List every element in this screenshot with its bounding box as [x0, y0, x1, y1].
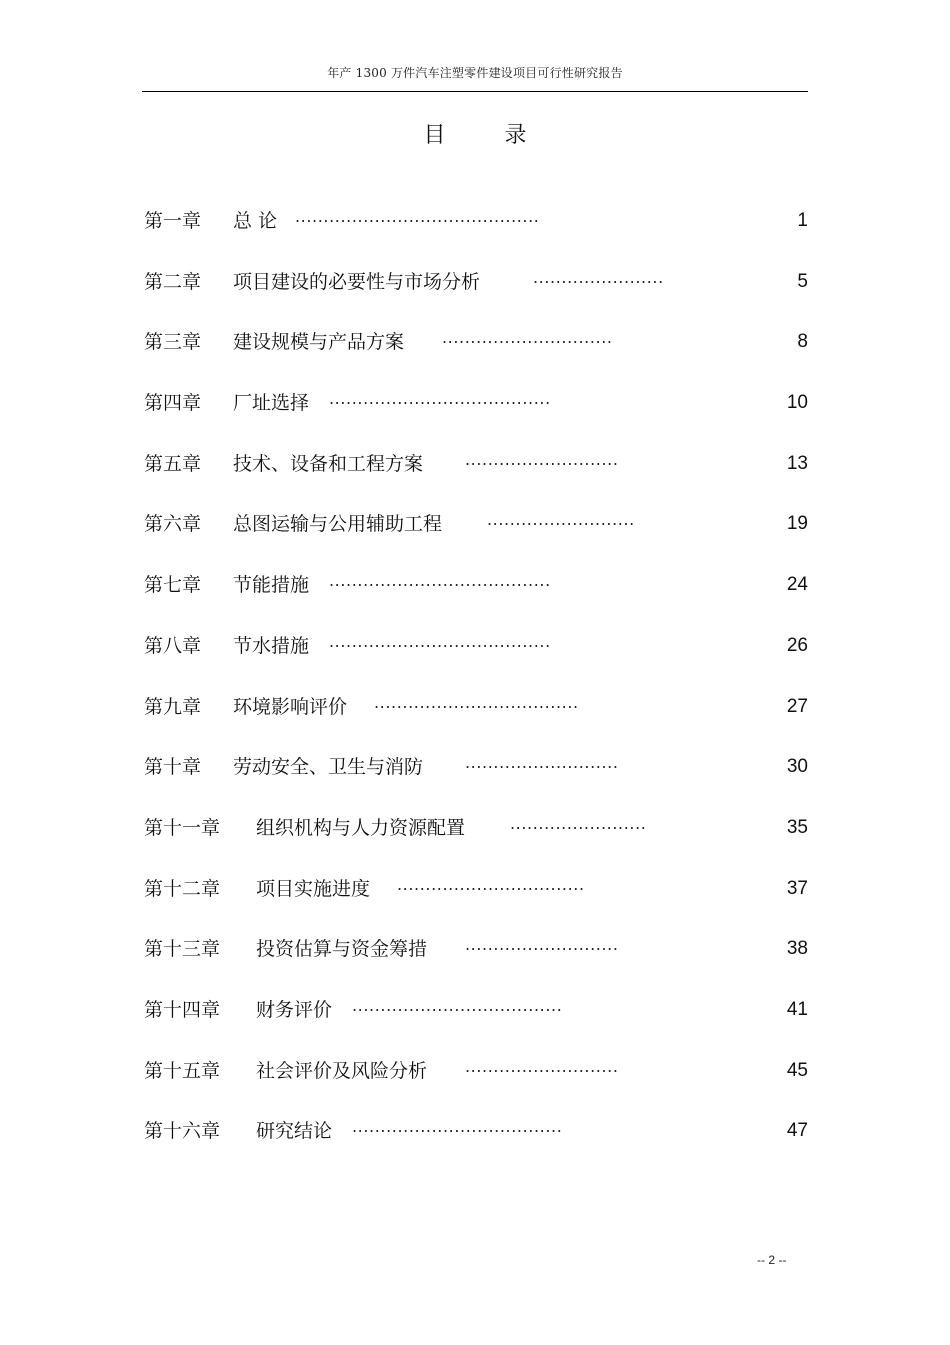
toc-entry[interactable] — [144, 810, 808, 871]
chapter-title: 节水措施 — [233, 634, 310, 657]
toc-entry[interactable] — [144, 567, 808, 628]
chapter-number: 第十三章 — [144, 938, 221, 961]
dot-leader: ..................................... — [352, 995, 563, 1015]
chapter-number: 第十一章 — [144, 816, 221, 839]
page-number: 35 — [786, 816, 808, 838]
page-number: 45 — [786, 1059, 808, 1081]
chapter-title: 财务评价 — [256, 998, 333, 1021]
dot-leader: ..................................... — [352, 1117, 563, 1137]
chapter-title: 总图运输与公用辅助工程 — [233, 513, 443, 536]
toc-entry[interactable] — [144, 324, 808, 385]
toc-entry[interactable] — [144, 871, 808, 932]
table-of-contents — [144, 203, 808, 1174]
dot-leader: ........................... — [465, 753, 619, 773]
chapter-title: 总 论 — [233, 210, 278, 232]
chapter-title: 组织机构与人力资源配置 — [256, 816, 466, 839]
toc-entry[interactable] — [144, 385, 808, 446]
toc-entry[interactable] — [144, 1113, 808, 1174]
toc-entry[interactable] — [144, 689, 808, 750]
chapter-title: 劳动安全、卫生与消防 — [233, 756, 424, 779]
chapter-number: 第十二章 — [144, 877, 221, 900]
dot-leader: ....................................... — [329, 389, 551, 409]
toc-entry[interactable] — [144, 1053, 808, 1114]
page-number: 19 — [786, 513, 808, 535]
toc-title: 目 录 — [423, 123, 553, 148]
chapter-number: 第十章 — [144, 756, 202, 779]
toc-entry[interactable] — [144, 749, 808, 810]
chapter-title: 厂址选择 — [233, 392, 310, 415]
chapter-title: 社会评价及风险分析 — [256, 1059, 428, 1082]
page-number: 47 — [786, 1120, 808, 1142]
chapter-title: 环境影响评价 — [233, 695, 348, 718]
page-number: 8 — [797, 331, 808, 353]
chapter-number: 第二章 — [144, 270, 202, 293]
page-number: 10 — [786, 392, 808, 414]
page-number: 1 — [797, 210, 808, 231]
chapter-title: 投资估算与资金筹措 — [256, 938, 428, 961]
toc-entry[interactable] — [144, 506, 808, 567]
toc-entry[interactable] — [144, 264, 808, 325]
chapter-number: 第十六章 — [144, 1120, 221, 1143]
chapter-number: 第五章 — [144, 452, 202, 475]
chapter-number: 第八章 — [144, 634, 202, 657]
toc-entry[interactable] — [144, 931, 808, 992]
dot-leader: ........................... — [465, 935, 619, 955]
page-number: 37 — [786, 877, 808, 899]
chapter-title: 项目实施进度 — [256, 877, 371, 900]
page-number: 38 — [786, 938, 808, 960]
chapter-number: 第一章 — [144, 210, 202, 232]
page-number: 5 — [797, 270, 808, 292]
chapter-number: 第三章 — [144, 331, 202, 354]
running-header: 年产 1300 万件汽车注塑零件建设项目可行性研究报告 — [327, 66, 623, 80]
chapter-title: 研究结论 — [256, 1120, 333, 1143]
dot-leader: ................................. — [397, 874, 585, 894]
chapter-number: 第四章 — [144, 392, 202, 415]
chapter-title: 技术、设备和工程方案 — [233, 452, 424, 475]
chapter-number: 第十四章 — [144, 998, 221, 1021]
dot-leader: .......................... — [487, 510, 635, 530]
dot-leader: .................................... — [374, 692, 579, 712]
dot-leader: ....................................... — [329, 571, 551, 591]
toc-entry[interactable] — [144, 992, 808, 1053]
page-number: 26 — [786, 634, 808, 656]
page-footer-number: -- 2 -- — [757, 1253, 787, 1267]
page-number: 13 — [786, 452, 808, 474]
chapter-number: 第九章 — [144, 695, 202, 718]
dot-leader: ........................ — [510, 813, 647, 833]
toc-entry[interactable] — [144, 446, 808, 507]
page-number: 24 — [786, 574, 808, 596]
dot-leader: ........................... — [465, 449, 619, 469]
chapter-number: 第十五章 — [144, 1059, 221, 1082]
dot-leader: ........................... — [465, 1056, 619, 1076]
toc-entry[interactable] — [144, 628, 808, 689]
dot-leader: .............................. — [442, 328, 613, 348]
header-divider — [142, 91, 808, 92]
dot-leader: ........................................... — [295, 207, 540, 226]
chapter-title: 节能措施 — [233, 574, 310, 597]
chapter-title: 建设规模与产品方案 — [233, 331, 405, 354]
page-number: 41 — [786, 998, 808, 1020]
toc-entry[interactable] — [144, 203, 808, 264]
page-number: 30 — [786, 756, 808, 778]
dot-leader: ....................................... — [329, 631, 551, 651]
dot-leader: ....................... — [533, 267, 664, 287]
chapter-title: 项目建设的必要性与市场分析 — [233, 270, 481, 293]
chapter-number: 第六章 — [144, 513, 202, 536]
page-number: 27 — [786, 695, 808, 717]
chapter-number: 第七章 — [144, 574, 202, 597]
